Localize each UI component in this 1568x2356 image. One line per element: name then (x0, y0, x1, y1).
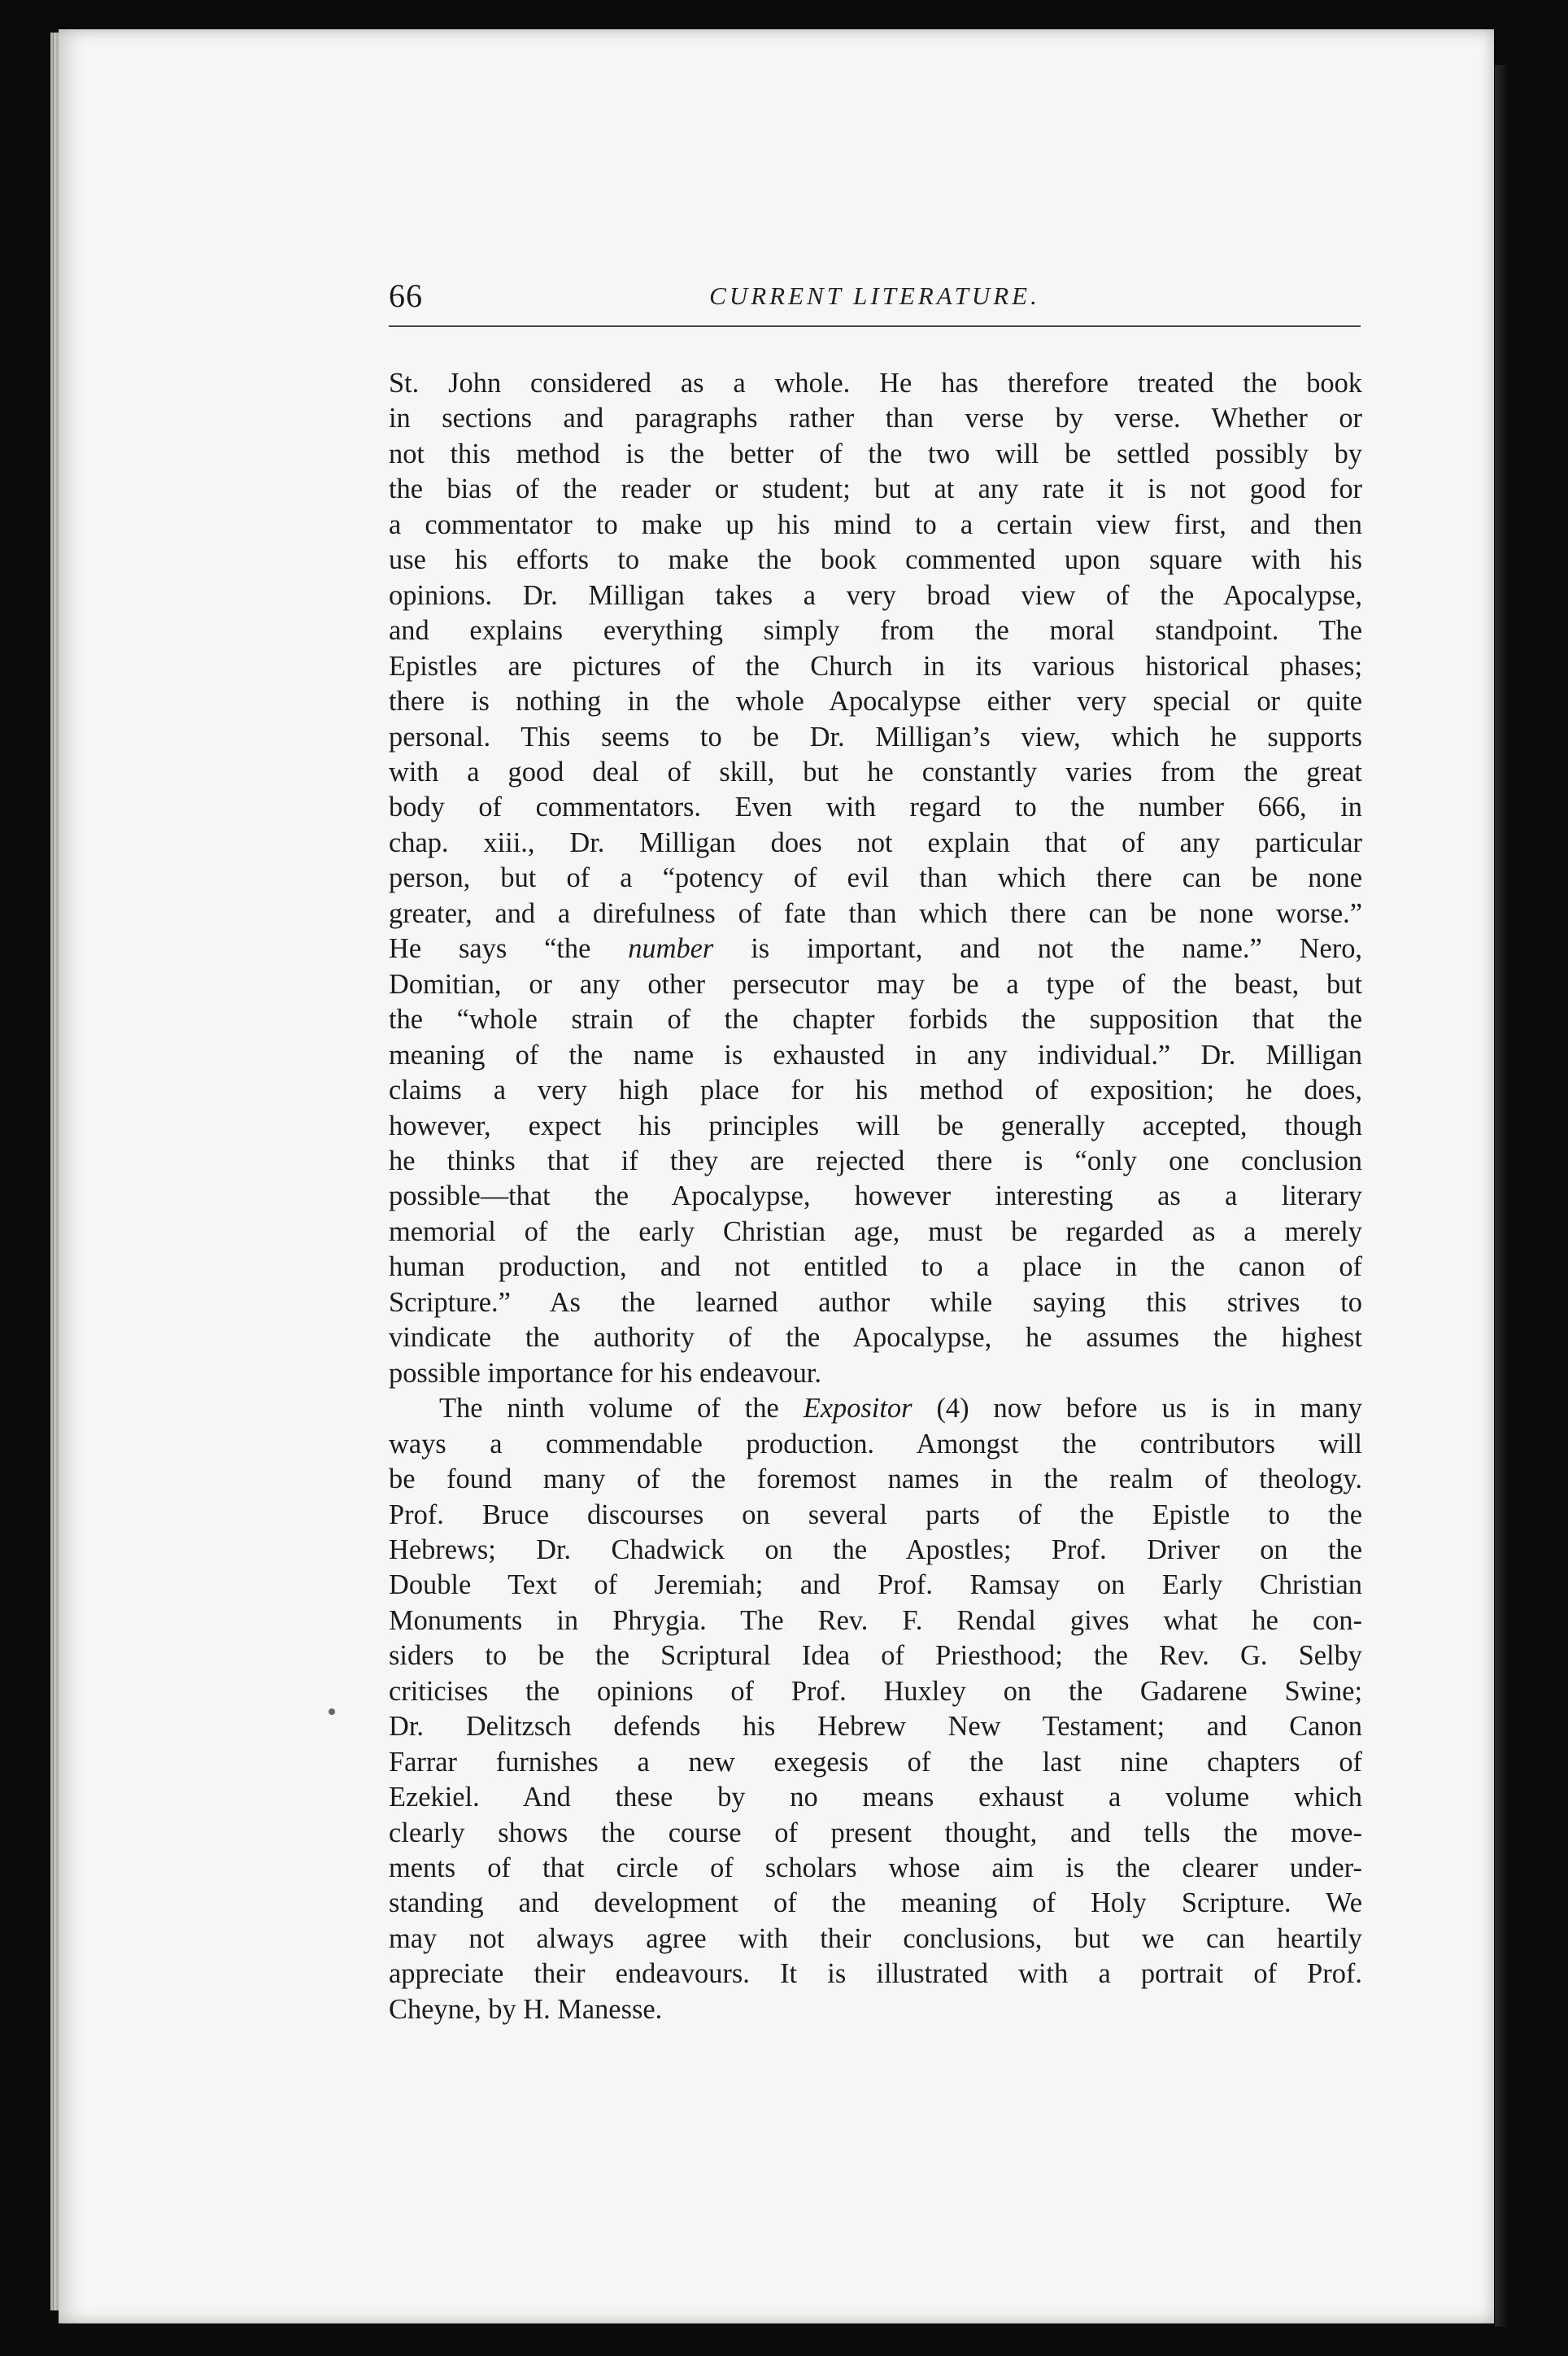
facing-page-edge (1495, 65, 1508, 2327)
text-line: vindicate the authority of the Apocalypse, he assumes the highest (389, 1322, 1362, 1354)
text-line: Ezekiel. And these by no means exhaust a volume which (389, 1782, 1362, 1813)
text-line: St. John considered as a whole. He has therefore treated the book (389, 368, 1362, 399)
text-line: however, expect his principles will be generally accepted, though (389, 1110, 1362, 1141)
text-line: with a good deal of skill, but he constantly varies from the great (389, 756, 1362, 788)
paragraph-start-line (389, 1391, 1362, 1426)
text-line: the “whole strain of the chapter forbids the supposition that the (389, 1004, 1362, 1036)
page-number: 66 (389, 277, 423, 314)
text-line: ments of that circle of scholars whose aim is the clearer under- (389, 1852, 1362, 1884)
text-line: use his efforts to make the book commented upon square with his (389, 544, 1362, 576)
text-line: claims a very high place for his method of exposition; he does, (389, 1075, 1362, 1106)
text-line: a commentator to make up his mind to a certain view first, and then (389, 508, 1362, 540)
text-line: may not always agree with their conclusions, but we can heartily (389, 1922, 1362, 1954)
text-line: greater, and a direfulness of fate than which there can be none worse.” (389, 897, 1362, 929)
margin-speck (329, 1708, 335, 1715)
text-line: body of commentators. Even with regard to the number 666, in (389, 792, 1362, 823)
text-line: there is nothing in the whole Apocalypse either very special or quite (389, 686, 1362, 718)
page-header (389, 277, 1361, 327)
text-line: appreciate their endeavours. It is illustrated with a portrait of Prof. (389, 1958, 1362, 1990)
text-line-with-italic (389, 931, 1362, 966)
text-line: Scripture.” As the learned author while saying this strives to (389, 1286, 1362, 1318)
text-line: Monuments in Phrygia. The Rev. F. Rendal gives what he con- (389, 1604, 1362, 1636)
text-line: not this method is the better of the two will be settled possibly by (389, 438, 1362, 469)
text-line: clearly shows the course of present thought, and tells the move- (389, 1817, 1362, 1848)
text-line: possible importance for his endeavour. (389, 1357, 821, 1389)
text-line: person, but of a “potency of evil than which there can be none (389, 862, 1362, 894)
text-line: memorial of the early Christian age, must be regarded as a merely (389, 1215, 1362, 1247)
text-line: ways a commendable production. Amongst the contributors will (389, 1428, 1362, 1459)
text-run: The ninth volume of the (439, 1393, 804, 1425)
text-line: the bias of the reader or student; but at any rate it is not good for (389, 473, 1362, 505)
text-line: Hebrews; Dr. Chadwick on the Apostles; Prof. Driver on the (389, 1534, 1362, 1565)
italic-word: Expositor (803, 1393, 912, 1425)
text-line: Epistles are pictures of the Church in its various historical phases; (389, 650, 1362, 682)
text-line: and explains everything simply from the moral standpoint. The (389, 615, 1362, 647)
text-line: criticises the opinions of Prof. Huxley on the Gadarene Swine; (389, 1675, 1362, 1707)
text-line: possible—that the Apocalypse, however interesting as a literary (389, 1180, 1362, 1212)
body-text (389, 366, 1362, 2027)
text-line: siders to be the Scriptural Idea of Priesthood; the Rev. G. Selby (389, 1640, 1362, 1672)
text-line: he thinks that if they are rejected there is “only one conclusion (389, 1145, 1362, 1176)
text-line: Cheyne, by H. Manesse. (389, 1993, 663, 2025)
text-line: chap. xiii., Dr. Milligan does not explain that of any particular (389, 827, 1362, 858)
text-line: Farrar furnishes a new exegesis of the last nine chapters of (389, 1746, 1362, 1778)
text-line: human production, and not entitled to a place in the canon of (389, 1251, 1362, 1283)
italic-word: number (628, 933, 714, 965)
text-line: be found many of the foremost names in the realm of theology. (389, 1464, 1362, 1495)
text-line: in sections and paragraphs rather than verse by verse. Whether or (389, 403, 1362, 434)
text-line: Dr. Delitzsch defends his Hebrew New Testament; and Canon (389, 1711, 1362, 1743)
running-head: CURRENT LITERATURE. (709, 281, 1040, 310)
text-line: Prof. Bruce discourses on several parts of the Epistle to the (389, 1499, 1362, 1530)
text-line: personal. This seems to be Dr. Milligan’s view, which he supports (389, 721, 1362, 753)
text-line: Double Text of Jeremiah; and Prof. Ramsay on Early Christian (389, 1569, 1362, 1601)
text-line: standing and development of the meaning of Holy Scripture. We (389, 1887, 1362, 1919)
text-line: meaning of the name is exhausted in any individual.” Dr. Milligan (389, 1039, 1362, 1071)
text-run: He says “the (389, 933, 629, 965)
text-run: is important, and not the name.” Nero, (713, 933, 1362, 965)
text-run: (4) now before us is in many (912, 1393, 1363, 1425)
text-line: Domitian, or any other persecutor may be a type of the beast, but (389, 968, 1362, 1000)
text-line: opinions. Dr. Milligan takes a very broad view of the Apocalypse, (389, 579, 1362, 611)
